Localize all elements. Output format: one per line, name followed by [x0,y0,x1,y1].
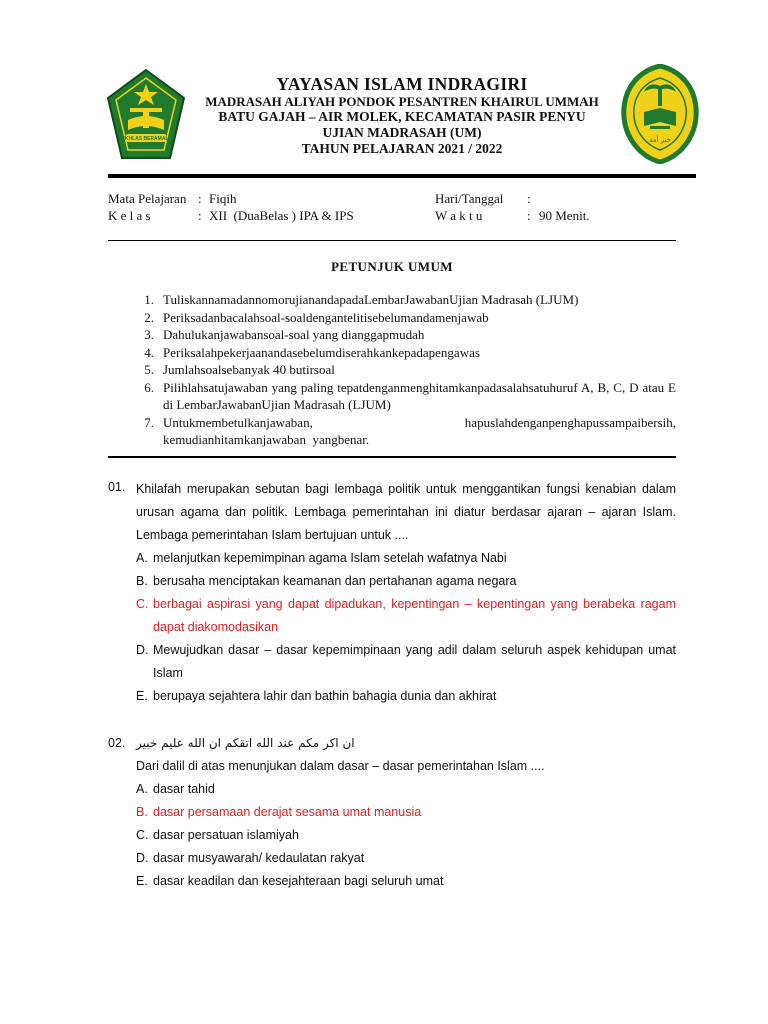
day-colon: : [527,191,534,206]
question-stem: Khilafah merupakan sebutan bagi lembaga politik untuk menggantikan fungsi kenabian dalam urusan agama dan politik. Lembaga pemerintahan ini diatur berdasar ajaran – ajaran Islam. Lembaga pemerintahan Islam bertujuan untuk .... [136,482,676,542]
option-c-correct[interactable]: C. berbagai aspirasi yang dapat dipadukan, kepentingan – kepentingan yang berabeka ragam dapat diakomodasikan [136,597,676,634]
question-2 [108,732,676,902]
instruction-item: 2. Periksadanbacalahsoal-soaldengantelitisebelumandamenjawab [144,309,489,325]
subject-value: Fiqih [209,191,237,206]
instruction-item: 1. TuliskannamadannomorujianandapadaLembarJawabanUjian Madrasah (LJUM) [144,292,579,307]
header-divider [108,174,696,178]
option-d[interactable]: D. dasar musyawarah/ kedaulatan rakyat [136,851,365,865]
instructions-divider [108,456,676,458]
academic-year: TAHUN PELAJARAN 2021 / 2022 [301,141,503,156]
question-number: 01. [108,480,126,494]
question-arabic-verse: ان اكر مكم عند الله اتقكم ان الله عليم خبير [136,736,355,750]
question-number: 02. [108,736,126,750]
instruction-item: 3. Dahulukanjawabansoal-soal yang dianggapmudah [144,327,425,342]
instruction-item: 5. Jumlahsoalsebanyak 40 butirsoal [144,362,335,377]
school-logo [620,64,700,164]
option-e[interactable]: E. dasar keadilan dan kesejahteraan bagi seluruh umat [136,874,444,888]
instruction-item: 7. Untukmembetulkanjawaban, hapuslahdenganpenghapussampaibersih, kemudianhitamkanjawaban yangbenar. [144,414,680,447]
option-d[interactable]: D. Mewujudkan dasar – dasar kepemimpinaan yang adil dalam seluruh aspek kehidupan umat Islam [136,643,676,680]
question-1 [108,478,676,718]
subject-colon: : [198,191,205,206]
time-label: W a k t u [435,208,483,223]
option-b[interactable]: B. berusaha menciptakan keamanan dan pertahanan agama negara [136,574,517,588]
instructions-title: PETUNJUK UMUM [331,259,453,274]
logo-left-motto: IKHLAS BERAMAL [123,136,169,142]
instruction-item: 6. Pilihlahsatujawaban yang paling tepatdenganmenghitamkanpadasalahsatuhuruf A, B, C, D atau E di LembarJawabanUjian Madrasah (LJUM) [144,379,676,412]
letterhead [180,74,624,157]
option-a[interactable]: A. melanjutkan kepemimpinan agama Islam setelah wafatnya Nabi [136,551,507,565]
option-b-correct[interactable]: B. dasar persamaan derajat sesama umat manusia [136,805,422,819]
question-stem: Dari dalil di atas menunjukan dalam dasar – dasar pemerintahan Islam .... [136,759,545,773]
instruction-item: 4. Periksalahpekerjaanandasebelumdiserahkankepadapengawas [144,344,480,360]
option-c[interactable]: C. dasar persatuan islamiyah [136,828,299,842]
option-a[interactable]: A. dasar tahid [136,782,215,796]
info-divider [108,240,676,241]
day-label: Hari/Tanggal [435,191,504,206]
class-value: XII (DuaBelas ) IPA & IPS [209,208,354,223]
time-value: 90 Menit. [539,208,590,223]
class-colon: : [198,208,205,223]
option-e[interactable]: E. berupaya sejahtera lahir dan bathin bahagia dunia dan akhirat [136,689,497,703]
foundation-name: YAYASAN ISLAM INDRAGIRI [276,74,528,94]
class-label: K e l a s [108,208,151,223]
time-colon: : [527,208,534,223]
school-name: MADRASAH ALIYAH PONDOK PESANTREN KHAIRUL UMMAH [205,94,599,109]
instructions-list [108,291,680,449]
kemenag-logo [106,68,186,160]
subject-label: Mata Pelajaran [108,191,187,206]
logo-right-motto: خير أمة [649,136,671,144]
exam-name: UJIAN MADRASAH (UM) [322,125,482,140]
school-address: BATU GAJAH – AIR MOLEK, KECAMATAN PASIR PENYU [218,109,586,124]
